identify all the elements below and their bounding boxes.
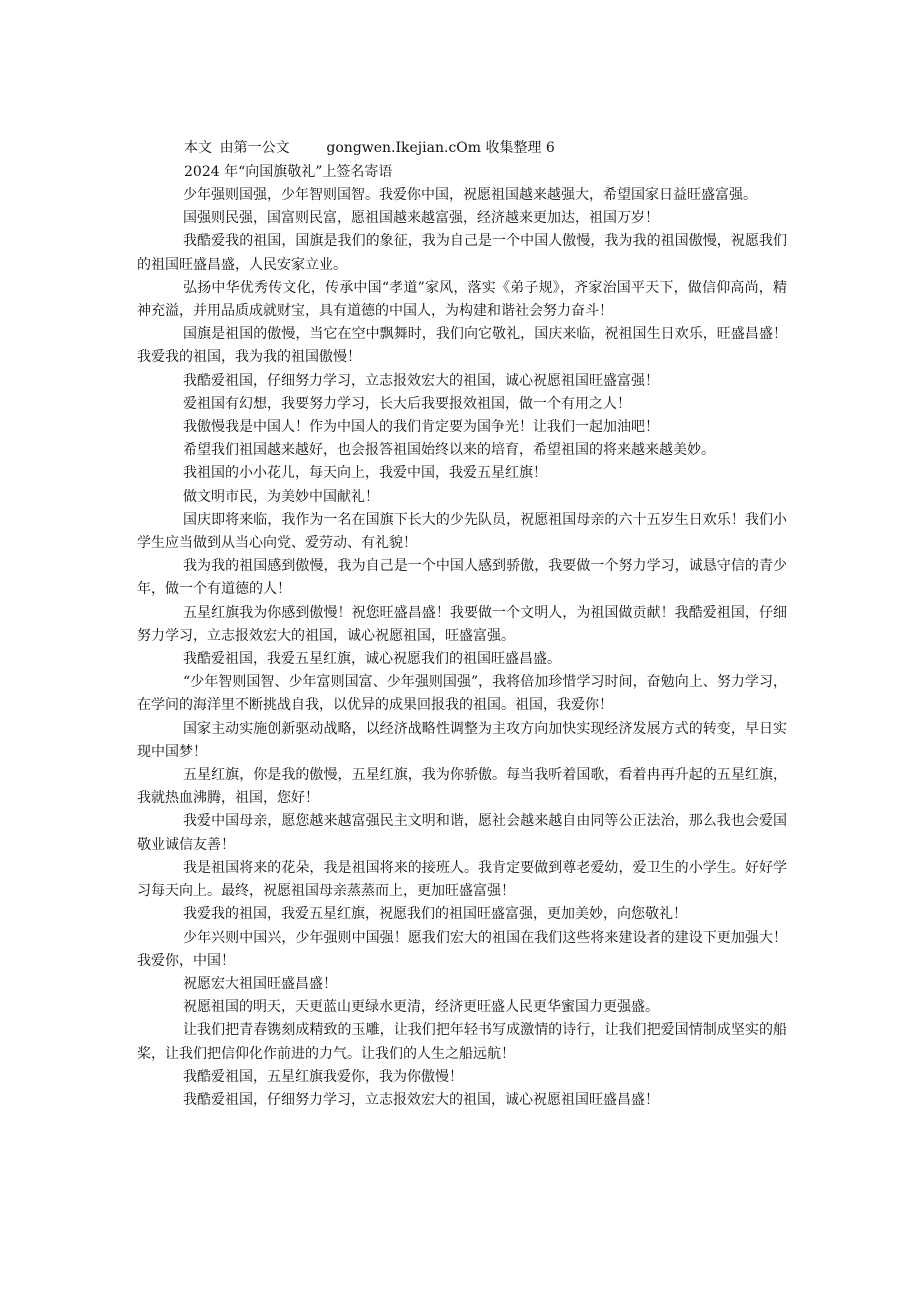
paragraph: 做文明市民，为美妙中国献礼！ (183, 488, 379, 505)
paragraph: 我爱我的祖国，我爱五星红旗，祝愿我们的祖国旺盛富强，更加美妙，向您敬礼！ (183, 906, 687, 923)
paragraph: 国庆即将来临，我作为一名在国旗下长大的少先队员，祝愿祖国母亲的六十五岁生日欢乐！我们小学生应当做到从当心向党、爱劳动、有礼貌！ (137, 511, 787, 552)
paragraph: 弘扬中华优秀传文化，传承中国“孝道”家风，落实《弟子规》，齐家治国平天下，做信仰高尚，精神充溢，并用品质成就财宝，具有道德的中国人，为构建和谐社会努力奋斗！ (137, 279, 787, 320)
paragraph: 五星红旗，你是我的傲慢，五星红旗，我为你骄傲。每当我听着国歌，看着冉再升起的五星红旗，我就热血沸腾，祖国，您好！ (137, 767, 787, 807)
paragraph: 我酷爱祖国，我爱五星红旗，诚心祝愿我们的祖国旺盛昌盛。 (183, 651, 561, 668)
paragraph: 我酷爱祖国，五星红旗我爱你，我为你傲慢！ (183, 1068, 463, 1085)
paragraph: 爱祖国有幻想，我要努力学习，长大后我要报效祖国，做一个有用之人！ (183, 395, 631, 412)
paragraph: 祝愿宏大祖国旺盛昌盛！ (183, 975, 337, 992)
paragraph: 我酷爱祖国，仔细努力学习，立志报效宏大的祖国，诚心祝愿祖国旺盛昌盛！ (183, 1091, 659, 1108)
paragraph: 国强则民强，国富则民富，愿祖国越来越富强，经济越来更加达，祖国万岁！ (183, 210, 659, 227)
paragraph: 我是祖国将来的花朵，我是祖国将来的接班人。我肯定要做到尊老爱幼，爱卫生的小学生。好好学习每天向上。最终，祝愿祖国母亲蒸蒸而上，更加旺盛富强！ (137, 859, 787, 900)
paragraph: 国旗是祖国的傲慢，当它在空中飘舞时，我们向它敬礼，国庆来临，祝祖国生日欢乐，旺盛昌盛！我爱我的祖国，我为我的祖国傲慢！ (137, 326, 787, 366)
paragraph: 我为我的祖国感到傲慢，我为自己是一个中国人感到骄傲，我要做一个努力学习，诚恳守信的青少年，做一个有道德的人！ (137, 558, 787, 598)
paragraph: 我爱中国母亲，愿您越来越富强民主文明和谐，愿社会越来越自由同等公正法治，那么我也会爱国敬业诚信友善！ (137, 813, 787, 853)
paragraph: 国家主动实施创新驱动战略，以经济战略性调整为主攻方向加快实现经济发展方式的转变，早日实现中国梦！ (137, 720, 787, 760)
paragraph: 少年兴则中国兴，少年强则中国强！愿我们宏大的祖国在我们这些将来建设者的建设下更加强大！我爱你，中国！ (137, 929, 787, 969)
paragraph: 我傲慢我是中国人！作为中国人的我们肯定要为国争光！让我们一起加油吧！ (183, 419, 659, 436)
paragraph: 我酷爱我的祖国，国旗是我们的象征，我为自己是一个中国人傲慢，我为我的祖国傲慢，祝愿我们的祖国旺盛昌盛，人民安家立业。 (137, 233, 787, 273)
page-title: 2024 年“向国旗敬礼”上签名寄语 (184, 164, 393, 180)
document-body (137, 184, 787, 1112)
paragraph: 祝愿祖国的明天，天更蓝山更绿水更清，经济更旺盛人民更华蜜国力更强盛。 (183, 999, 659, 1016)
paragraph: 让我们把青春镌刻成精致的玉雕，让我们把年轻书写成激情的诗行，让我们把爱国情制成坚实的船桨，让我们把信仰化作前进的力气。让我们的人生之船远航！ (137, 1022, 787, 1062)
paragraph: 希望我们祖国越来越好，也会报答祖国始终以来的培育，希望祖国的将来越来越美妙。 (183, 442, 715, 459)
paragraph: 少年强则国强，少年智则国智。我爱你中国，祝愿祖国越来越强大，希望国家日益旺盛富强。 (183, 187, 757, 203)
paragraph: 五星红旗我为你感到傲慢！祝您旺盛昌盛！我要做一个文明人，为祖国做贡献！我酷爱祖国，仔细努力学习，立志报效宏大的祖国，诚心祝愿祖国，旺盛富强。 (137, 604, 787, 644)
paragraph: 我祖国的小小花儿，每天向上，我爱中国，我爱五星红旗！ (183, 465, 547, 482)
paragraph: 我酷爱祖国，仔细努力学习，立志报效宏大的祖国，诚心祝愿祖国旺盛富强！ (183, 372, 659, 389)
source-note: 本文 由第一公文 gongwen.Ikejian.cOm 收集整理 6 (184, 140, 555, 156)
paragraph: “少年智则国智、少年富则国富、少年强则国强”，我将倍加珍惜学习时间，奋勉向上、努力学习，在学问的海洋里不断挑战自我，以优异的成果回报我的祖国。祖国，我爱你！ (137, 674, 787, 714)
